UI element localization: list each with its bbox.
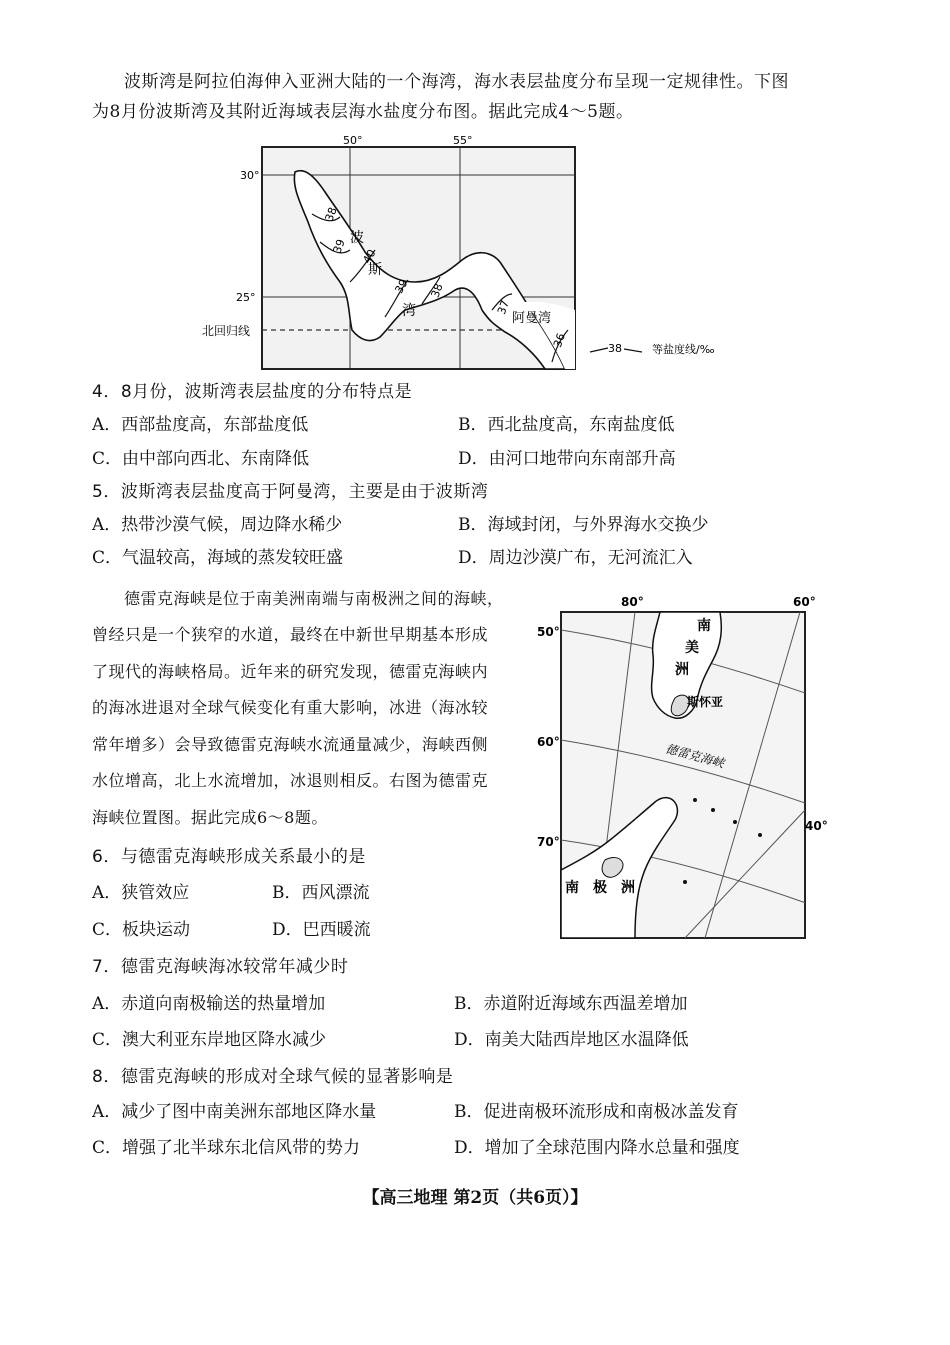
q8-stem: 8．德雷克海峡的形成对全球气候的显著影响是 [92,1067,454,1087]
map1-lat-30: 30° [240,169,260,182]
map1-lat-25: 25° [236,291,256,304]
intro2-line2: 曾经只是一个狭窄的水道，最终在中新世早期基本形成 [92,625,489,644]
q5-option-c[interactable]: C．气温较高，海域的蒸发较旺盛 [92,548,344,568]
map1-gulf-char3: 湾 [402,303,416,319]
q5-option-b[interactable]: B．海域封闭，与外界海水交换少 [458,515,709,535]
q6-option-d[interactable]: D．巴西暖流 [272,920,371,940]
q4-option-a[interactable]: A．西部盐度高，东部盐度低 [92,415,309,435]
q7-option-c[interactable]: C．澳大利亚东岸地区降水减少 [92,1030,327,1050]
page-footer: 【高三地理 第2页（共6页）】 [362,1188,588,1208]
map1-iso-39-label: 39 [330,237,348,256]
map2-ushuaia-label: 斯怀亚 [687,695,724,709]
map2-island-5 [683,880,687,884]
map2-island-4 [758,833,762,837]
map2-ant-char1: 南 [565,880,579,896]
persian-gulf-salinity-map [200,132,740,377]
map2-sa-char3: 洲 [675,662,689,678]
map2-ant-char2: 极 [593,880,607,896]
map1-iso-36-label: 36 [550,331,568,350]
map1-iso-38a-label: 38 [322,205,340,224]
map1-tropic-label: 北回归线 [202,324,251,338]
map1-legend-line-left [590,348,608,352]
map1-lon-55: 55° [453,134,473,147]
map1-oman-label: 阿曼湾 [512,311,552,326]
map2-lon-60: 60° [793,595,816,609]
map2-lon-40: 40° [805,819,828,833]
q8-option-a[interactable]: A．减少了图中南美洲东部地区降水量 [92,1102,377,1122]
q4-stem: 4．8月份，波斯湾表层盐度的分布特点是 [92,382,413,402]
q6-option-c[interactable]: C．板块运动 [92,920,191,940]
map1-gulf-char1: 波 [350,230,364,246]
q6-option-b[interactable]: B．西风漂流 [272,883,370,903]
map2-lat-70: 70° [537,835,560,849]
map1-lon-50: 50° [343,134,363,147]
map1-iso-39b-label: 39 [392,277,411,296]
map2-sa-char1: 南 [697,618,711,634]
map1-iso-37-label: 37 [494,298,512,317]
q4-option-d[interactable]: D．由河口地带向东南部升高 [458,449,676,469]
map1-gulf-char2: 斯 [368,262,382,278]
q6-stem: 6．与德雷克海峡形成关系最小的是 [92,847,366,867]
map1-iso-40-label: 40 [360,247,379,266]
q5-option-d[interactable]: D．周边沙漠广布，无河流汇入 [458,548,693,568]
intro2-line4: 的海冰进退对全球气候变化有重大影响，冰进（海冰较 [92,698,489,717]
q8-option-c[interactable]: C．增强了北半球东北信风带的势力 [92,1138,361,1158]
map2-island-3 [733,820,737,824]
intro2-line1: 德雷克海峡是位于南美洲南端与南极洲之间的海峡， [124,589,504,608]
q7-option-a[interactable]: A．赤道向南极输送的热量增加 [92,994,326,1014]
map1-legend-label: 等盐度线/‰ [652,343,715,356]
q8-option-b[interactable]: B．促进南极环流形成和南极冰盖发育 [454,1102,739,1122]
intro1-line1: 波斯湾是阿拉伯海伸入亚洲大陆的一个海湾，海水表层盐度分布呈现一定规律性。下图 [124,72,789,92]
map2-ant-char3: 洲 [621,880,635,896]
map2-lat-60: 60° [537,735,560,749]
map2-island-2 [711,808,715,812]
map2-strait-label: 德雷克海峡 [663,741,726,771]
intro1-line2: 为8月份波斯湾及其附近海域表层海水盐度分布图。据此完成4～5题。 [92,102,634,122]
intro2-line5: 常年增多）会导致德雷克海峡水流通量减少，海峡西侧 [92,735,489,754]
q5-stem: 5．波斯湾表层盐度高于阿曼湾，主要是由于波斯湾 [92,482,489,502]
map2-island-1 [693,798,697,802]
map1-legend-line-right [624,349,642,352]
intro2-line3: 了现代的海峡格局。近年来的研究发现，德雷克海峡内 [92,662,489,681]
map1-legend-value: 38 [608,342,622,355]
q4-option-c[interactable]: C．由中部向西北、东南降低 [92,449,310,469]
q8-option-d[interactable]: D．增加了全球范围内降水总量和强度 [454,1138,740,1158]
map2-lat-50: 50° [537,625,560,639]
q5-option-a[interactable]: A．热带沙漠气候，周边降水稀少 [92,515,343,535]
map2-lon-80: 80° [621,595,644,609]
map1-iso-38b-label: 38 [428,281,446,300]
q7-option-b[interactable]: B．赤道附近海域东西温差增加 [454,994,688,1014]
drake-passage-map [535,590,835,946]
intro2-line7: 海峡位置图。据此完成6～8题。 [92,808,328,827]
map2-sa-char2: 美 [685,640,699,656]
q7-stem: 7．德雷克海峡海冰较常年减少时 [92,957,349,977]
intro2-line6: 水位增高，北上水流增加，冰退则相反。右图为德雷克 [92,771,489,790]
q6-option-a[interactable]: A．狭管效应 [92,883,190,903]
q4-option-b[interactable]: B．西北盐度高，东南盐度低 [458,415,675,435]
q7-option-d[interactable]: D．南美大陆西岸地区水温降低 [454,1030,689,1050]
